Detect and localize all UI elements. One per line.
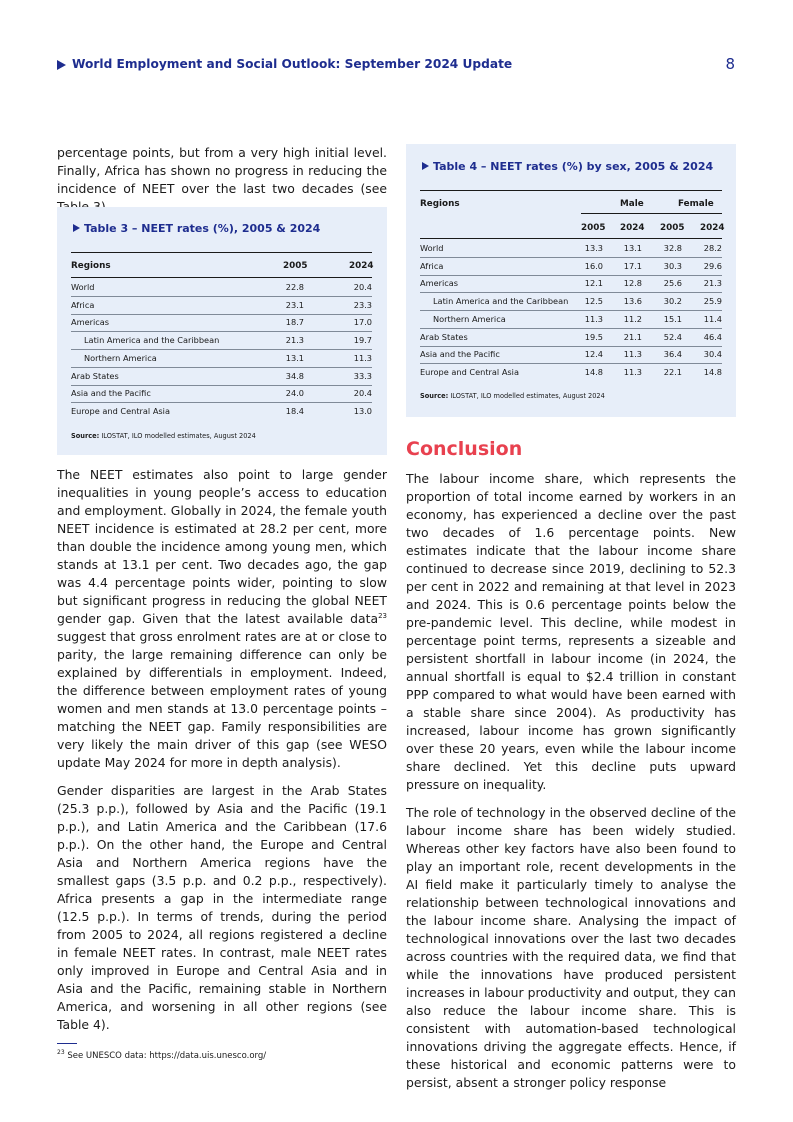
col-header-female: Female	[678, 199, 714, 209]
value-cell: 30.2	[663, 296, 682, 307]
value-cell: 29.6	[703, 260, 722, 271]
table-row	[71, 296, 372, 315]
value-cell: 13.3	[584, 243, 603, 253]
value-cell: 21.3	[703, 278, 722, 289]
section-heading-conclusion: Conclusion	[406, 438, 523, 460]
value-cell: 21.3	[285, 335, 304, 346]
region-cell: Americas	[420, 278, 459, 289]
value-cell: 19.7	[353, 335, 372, 346]
value-cell: 15.1	[663, 313, 682, 324]
running-header	[57, 57, 737, 77]
region-cell: Africa	[420, 260, 444, 271]
triangle-bullet-icon	[57, 60, 66, 70]
value-cell: 21.1	[623, 331, 642, 342]
region-cell: Latin America and the Caribbean	[433, 296, 569, 307]
source-text: ILOSTAT, ILO modelled estimates, August 2024	[101, 432, 256, 440]
table-row	[71, 313, 372, 332]
value-cell: 11.3	[353, 352, 372, 363]
table-row	[420, 274, 722, 293]
right-column	[406, 470, 736, 1102]
paragraph-text: The NEET estimates also point to large gender inequalities in young people’s access to education and employment. Globally in 2024, the female youth NEET incidence is estimated at 28.2 per cent, more than double the incidence among young men, which stands at 13.1 per cent. Two decades ago, the gap was 4.4 percentage points wider, pointing to slow but significant progress in reducing the global NEET gender gap. Given that the latest available data	[57, 467, 387, 626]
triangle-bullet-icon	[73, 224, 80, 232]
value-cell: 13.1	[285, 352, 304, 363]
value-cell: 12.1	[584, 278, 603, 289]
footnote	[57, 1049, 266, 1061]
value-cell: 18.4	[285, 405, 304, 416]
region-cell: Asia and the Pacific	[420, 349, 500, 360]
page-number: 8	[725, 55, 735, 73]
region-cell: Americas	[71, 317, 110, 328]
value-cell: 12.5	[584, 296, 603, 307]
value-cell: 11.3	[584, 313, 603, 324]
source-text: ILOSTAT, ILO modelled estimates, August 2024	[450, 392, 605, 400]
table-4-box	[406, 144, 736, 417]
value-cell: 17.0	[353, 317, 372, 328]
col-header-regions: Regions	[420, 199, 460, 209]
source-label: Source:	[71, 432, 100, 440]
value-cell: 28.2	[703, 243, 722, 253]
body-paragraph: The labour income share, which represents the proportion of total income earned by workers in an economy, has experienced a decline over the past two decades of 1.6 percentage points. New estimates indicate that the labour income share continued to decrease since 2019, declining to 52.3 per cent in 2022 and remaining at that level in 2023 and 2024. This is 0.6 percentage points below the pre-pandemic level. This decline, while modest in percentage point terms, represents a sizeable and persistent shortfall in labour income (in 2024, the annual shortfall is equal to $2.4 trillion in constant PPP compared to what would have been earned with a stable share since 2004). As productivity has increased, labour income has grown significantly over these 20 years, even while the labour income share declined. Yet this decline puts upward pressure on inequality.	[406, 471, 736, 792]
value-cell: 11.2	[623, 313, 642, 324]
table-4-caption-text: Table 4 – NEET rates (%) by sex, 2005 & 2024	[433, 160, 714, 173]
value-cell: 13.6	[623, 296, 642, 307]
value-cell: 13.0	[353, 405, 372, 416]
value-cell: 13.1	[623, 243, 642, 253]
table-row	[420, 328, 722, 347]
col-header-year: 2005	[660, 223, 685, 233]
body-paragraph	[57, 466, 387, 772]
value-cell: 11.3	[623, 349, 642, 360]
value-cell: 32.8	[663, 243, 682, 253]
value-cell: 18.7	[285, 317, 304, 328]
table-4-caption	[422, 160, 713, 173]
value-cell: 11.4	[703, 313, 722, 324]
table-row	[71, 367, 372, 386]
table-3-box	[57, 207, 387, 455]
table-row	[71, 349, 372, 368]
value-cell: 30.4	[703, 349, 722, 360]
body-paragraph: The role of technology in the observed decline of the labour income share has been widely studied. Whereas other key factors have also been found to play an important role, recent developments in the AI field make it particularly timely to analyse the relationship between technological innovations and the labour income share. Analysing the impact of technological innovations over the last two decades across countries with the required data, we find that while the innovations have produced persistent increases in labour productivity and output, they can also reduce the labour income share. This is consistent with automation-based technological innovations driving the aggregate effects. Hence, if these historical and economic patterns were to persist, absent a stronger policy response	[406, 805, 736, 1090]
col-header-male: Male	[620, 199, 644, 209]
value-cell: 52.4	[663, 331, 682, 342]
region-cell: Northern America	[84, 352, 157, 363]
value-cell: 34.8	[285, 370, 304, 381]
region-cell: Africa	[71, 299, 95, 310]
col-header-year: 2024	[700, 223, 725, 233]
value-cell: 46.4	[703, 331, 722, 342]
region-cell: World	[71, 282, 95, 292]
footnote-text: See UNESCO data: https://data.uis.unesco.org/	[64, 1050, 267, 1061]
source-label: Source:	[420, 392, 449, 400]
table-row	[420, 345, 722, 364]
table-row	[71, 402, 372, 420]
value-cell: 22.1	[663, 366, 682, 377]
value-cell: 22.8	[285, 282, 304, 292]
col-header-year: 2005	[581, 223, 606, 233]
col-header-year: 2024	[620, 223, 645, 233]
paragraph-text: suggest that gross enrolment rates are at or close to parity, the large remaining difference can only be explained by differentials in employment. Indeed, the difference between employment rates of young women and men stands at 13.0 percentage points – matching the NEET gap. Family responsibilities are very likely the main driver of this gap (see WESO update May 2024 for more in depth analysis).	[57, 629, 387, 770]
footnote-number: 23	[57, 1049, 65, 1056]
body-paragraph: percentage points, but from a very high initial level. Finally, Africa has shown no progress in reducing the incidence of NEET over the last two decades (see	[57, 145, 387, 196]
body-paragraph: Gender disparities are largest in the Arab States (25.3 p.p.), followed by Asia and the Pacific (19.1 p.p.), and Latin America and the Caribbean (17.6 p.p.). On the other hand, the Europe and Central Asia and Northern America regions have the smallest gaps (3.5 p.p. and 0.2 p.p., respectively). Africa presents a gap in the intermediate range (12.5 p.p.). In terms of trends, during the period from 2005 to 2024, all regions registered a decline in female NEET rates. In contrast, male NEET rates only improved in Europe and Central Asia and in Asia and the Pacific, remaining stable in Northern America, and worsening in all other regions (see Table 4).	[57, 783, 387, 1032]
footnote-ref[interactable]: 23	[378, 611, 387, 620]
value-cell: 12.8	[623, 278, 642, 289]
region-cell: Arab States	[420, 331, 468, 342]
table-rule	[71, 252, 372, 253]
footnote-rule	[57, 1043, 77, 1044]
table-row	[71, 331, 372, 350]
table-source	[420, 392, 605, 400]
table-rule	[581, 213, 722, 214]
value-cell: 12.4	[584, 349, 603, 360]
col-header-regions: Regions	[71, 261, 111, 271]
region-cell: Europe and Central Asia	[420, 366, 519, 377]
region-cell: Europe and Central Asia	[71, 405, 170, 416]
table-row	[420, 292, 722, 311]
value-cell: 16.0	[584, 260, 603, 271]
value-cell: 33.3	[353, 370, 372, 381]
table-row	[420, 257, 722, 276]
col-header-2005: 2005	[283, 261, 308, 271]
value-cell: 11.3	[623, 366, 642, 377]
table-row	[71, 278, 372, 297]
table-row	[420, 363, 722, 381]
value-cell: 14.8	[584, 366, 603, 377]
value-cell: 19.5	[584, 331, 603, 342]
value-cell: 20.4	[353, 282, 372, 292]
value-cell: 36.4	[663, 349, 682, 360]
table-row	[420, 239, 722, 258]
value-cell: 23.1	[285, 299, 304, 310]
table-row	[71, 384, 372, 403]
region-cell: Arab States	[71, 370, 119, 381]
value-cell: 25.9	[703, 296, 722, 307]
report-title: World Employment and Social Outlook: September 2024 Update	[72, 57, 513, 71]
value-cell: 14.8	[703, 366, 722, 377]
left-column-bottom	[57, 466, 387, 1044]
table-row	[420, 310, 722, 329]
value-cell: 24.0	[285, 388, 304, 399]
value-cell: 17.1	[623, 260, 642, 271]
region-cell: Latin America and the Caribbean	[84, 335, 220, 346]
table-3-caption-text: Table 3 – NEET rates (%), 2005 & 2024	[84, 222, 321, 235]
table-rule	[420, 190, 722, 191]
table-source	[71, 432, 256, 440]
region-cell: World	[420, 243, 444, 253]
col-header-2024: 2024	[349, 261, 374, 271]
value-cell: 25.6	[663, 278, 682, 289]
value-cell: 23.3	[353, 299, 372, 310]
region-cell: Northern America	[433, 313, 506, 324]
value-cell: 30.3	[663, 260, 682, 271]
value-cell: 20.4	[353, 388, 372, 399]
table-3-caption	[73, 222, 320, 235]
region-cell: Asia and the Pacific	[71, 388, 151, 399]
triangle-bullet-icon	[422, 162, 429, 170]
